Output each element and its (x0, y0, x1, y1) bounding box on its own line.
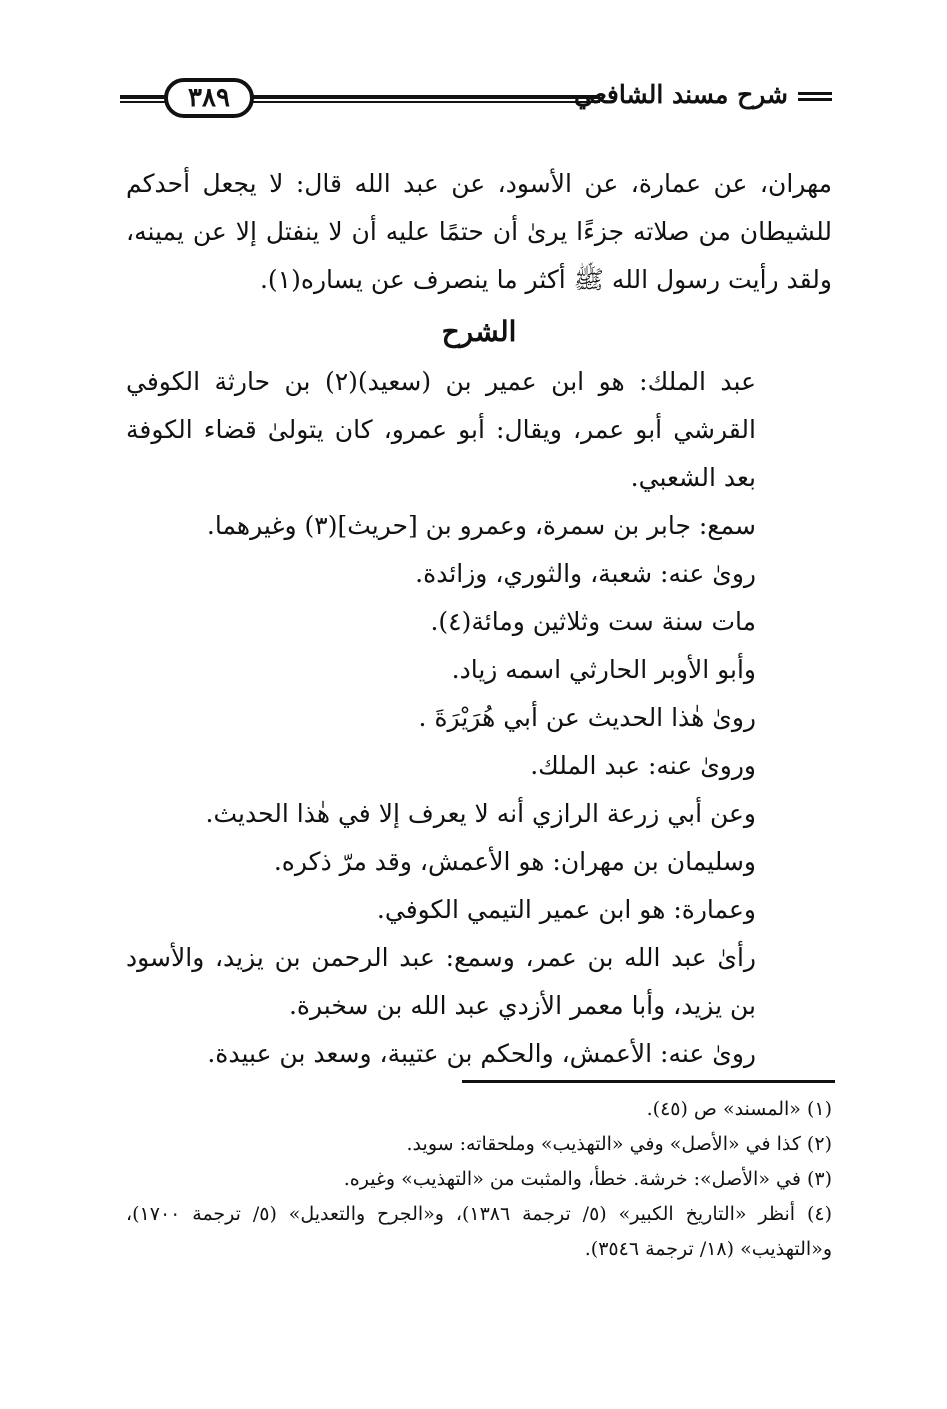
book-title: شرح مسند الشافعي (574, 80, 788, 109)
paragraph: روىٰ هٰذا الحديث عن أبي هُرَيْرَةَ . (418, 703, 756, 732)
header-rule-left (120, 95, 166, 103)
footnote: (٣) في «الأصل»: خرشة. خطأ، والمثبت من «التهذيب» وغيره. (343, 1168, 832, 1190)
header-ornament-dash (798, 92, 832, 101)
footnote: (٢) كذا في «الأصل» وفي «التهذيب» وملحقاته: سويد. (406, 1133, 832, 1155)
running-header (120, 78, 832, 126)
main-text (126, 160, 832, 1078)
paragraph: عبد الملك: هو ابن عمير بن (سعيد)(٢) بن حارثة الكوفي القرشي أبو عمر، ويقال: أبو عمرو، كان يتولىٰ قضاء الكوفة بعد الشعبي. (126, 367, 756, 492)
hadith-text: مهران، عن عمارة، عن الأسود، عن عبد الله قال: لا يجعل أحدكم للشيطان من صلاته جزءًا يرىٰ أن حتمًا عليه أن لا ينفتل إلا عن يمينه، ولقد رأيت رسول الله ﷺ أكثر ما ينصرف عن يساره(١). (126, 169, 832, 294)
paragraph: وعن أبي زرعة الرازي أنه لا يعرف إلا في هٰذا الحديث. (205, 799, 756, 828)
page-number: ٣٨٩ (164, 78, 254, 118)
footnote: (١) «المسند» ص (٤٥). (646, 1098, 832, 1120)
footnote-separator (462, 1080, 835, 1083)
paragraph: وروىٰ عنه: عبد الملك. (530, 751, 756, 780)
paragraph: سمع: جابر بن سمرة، وعمرو بن [حريث](٣) وغيرهما. (206, 511, 756, 540)
paragraph: وسليمان بن مهران: هو الأعمش، وقد مرّ ذكره. (273, 847, 756, 876)
paragraph: روىٰ عنه: الأعمش، والحكم بن عتيبة، وسعد بن عبيدة. (207, 1039, 756, 1068)
paragraph: مات سنة ست وثلاثين ومائة(٤). (430, 607, 756, 636)
header-rule (252, 95, 600, 103)
paragraph: وأبو الأوبر الحارثي اسمه زياد. (451, 655, 756, 684)
footnotes (126, 1092, 832, 1267)
paragraph: روىٰ عنه: شعبة، والثوري، وزائدة. (415, 559, 756, 588)
paragraph: وعمارة: هو ابن عمير التيمي الكوفي. (376, 895, 756, 924)
paragraph: رأىٰ عبد الله بن عمر، وسمع: عبد الرحمن بن يزيد، والأسود بن يزيد، وأبا معمر الأزدي عبد الله بن سخبرة. (126, 943, 756, 1020)
footnote: (٤) أنظر «التاريخ الكبير» (٥/ ترجمة ١٣٨٦)، و«الجرح والتعديل» (٥/ ترجمة ١٧٠٠)، و«التهذيب» (١٨/ ترجمة ٣٥٤٦). (126, 1203, 833, 1260)
section-heading: الشرح (441, 315, 517, 348)
